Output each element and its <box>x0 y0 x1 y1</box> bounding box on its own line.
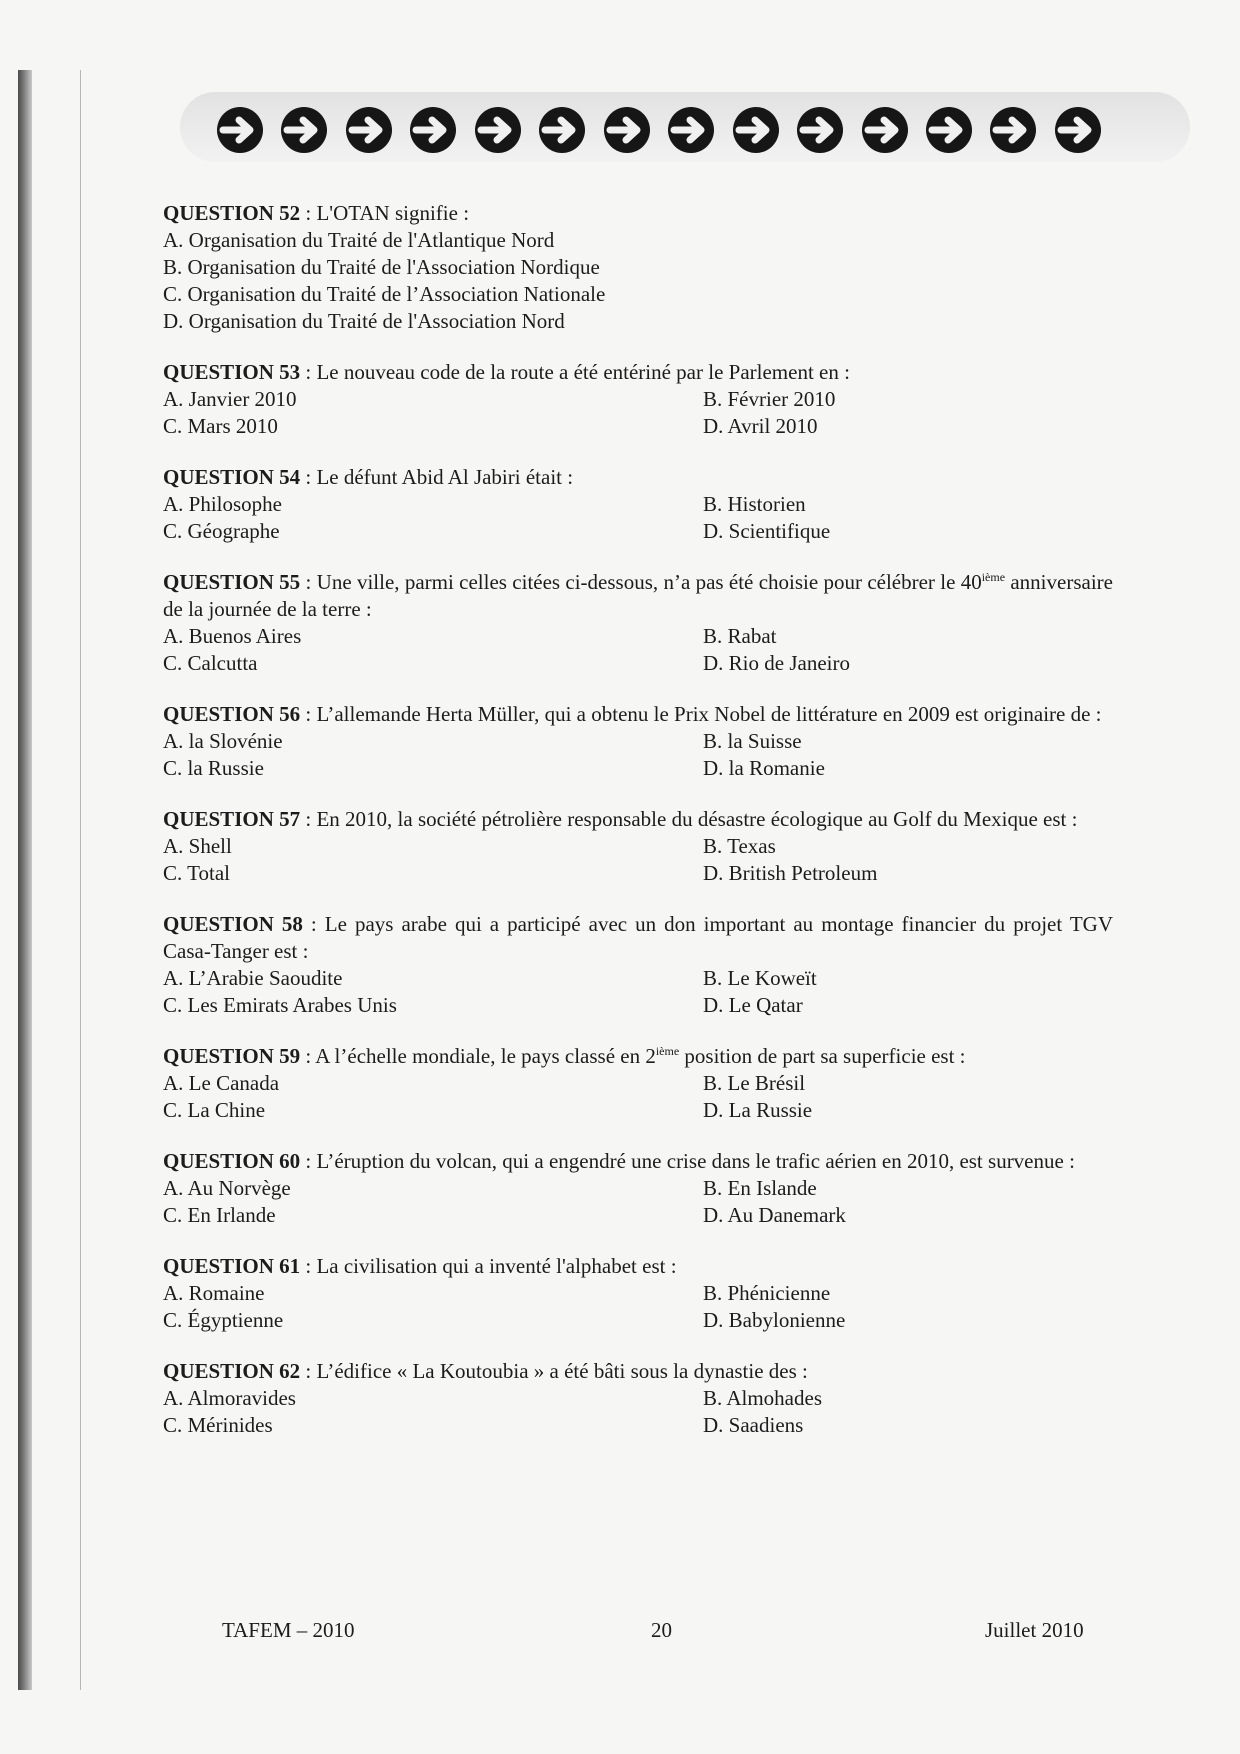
arrow-right-circle-icon <box>923 104 975 156</box>
question-label: QUESTION 62 <box>163 1359 301 1383</box>
question-label: QUESTION 60 <box>163 1149 301 1173</box>
question-61 <box>163 1253 1113 1334</box>
option-b: B. Février 2010 <box>703 387 836 411</box>
option-b: B. Le Brésil <box>703 1071 806 1095</box>
options <box>163 1385 1113 1439</box>
option-d: D. Avril 2010 <box>703 414 818 438</box>
question-stem <box>163 1043 1113 1070</box>
question-stem <box>163 464 1113 491</box>
question-label: QUESTION 52 <box>163 201 301 225</box>
option-a: A. Buenos Aires <box>163 624 302 648</box>
option-b: B. En Islande <box>703 1176 817 1200</box>
question-60 <box>163 1148 1113 1229</box>
option-b: B. Rabat <box>703 624 777 648</box>
option-c: C. Calcutta <box>163 651 258 675</box>
option-b: B. Le Koweït <box>703 966 817 990</box>
question-stem <box>163 359 1113 386</box>
option-a: A. Shell <box>163 834 232 858</box>
question-label: QUESTION 54 <box>163 465 301 489</box>
ordinal-superscript: ième <box>655 1044 680 1058</box>
question-text: : Le nouveau code de la route a été entériné par le Parlement en : <box>300 360 850 384</box>
question-stem <box>163 1148 1113 1175</box>
option-b: B. Historien <box>703 492 806 516</box>
option-d: D. Babylonienne <box>703 1308 846 1332</box>
question-label: QUESTION 61 <box>163 1254 301 1278</box>
arrow-right-circle-icon <box>794 104 846 156</box>
question-text: : Le défunt Abid Al Jabiri était : <box>300 465 574 489</box>
question-stem <box>163 911 1113 965</box>
question-text-end: anniversaire de la journée de la terre : <box>163 570 1113 621</box>
option-a: A. Le Canada <box>163 1071 280 1095</box>
option-b: B. Texas <box>703 834 776 858</box>
header-arrow-row <box>214 100 1104 160</box>
option-d: D. Saadiens <box>703 1413 804 1437</box>
arrow-right-circle-icon <box>472 104 524 156</box>
question-text: : L’allemande Herta Müller, qui a obtenu le Prix Nobel de littérature en 2009 est originaire de : <box>300 702 1102 726</box>
options <box>163 1070 1113 1124</box>
question-62 <box>163 1358 1113 1439</box>
arrow-right-circle-icon <box>859 104 911 156</box>
question-stem <box>163 806 1113 833</box>
arrow-right-circle-icon <box>407 104 459 156</box>
question-label: QUESTION 57 <box>163 807 301 831</box>
option-d: D. la Romanie <box>703 756 825 780</box>
question-text: : L’éruption du volcan, qui a engendré une crise dans le trafic aérien en 2010, est survenue : <box>300 1149 1075 1173</box>
option-a: A. L’Arabie Saoudite <box>163 966 343 990</box>
options <box>163 491 1113 545</box>
options <box>163 386 1113 440</box>
question-58 <box>163 911 1113 1019</box>
question-52 <box>163 200 1113 335</box>
option-c: C. la Russie <box>163 756 264 780</box>
arrow-right-circle-icon <box>343 104 395 156</box>
question-text: : En 2010, la société pétrolière responsable du désastre écologique au Golf du Mexique est : <box>300 807 1078 831</box>
arrow-right-circle-icon <box>214 104 266 156</box>
question-text: : Une ville, parmi celles citées ci-dessous, n’a pas été choisie pour célébrer le 40 <box>300 570 982 594</box>
question-55 <box>163 569 1113 677</box>
option-d: D. Rio de Janeiro <box>703 651 850 675</box>
arrow-right-circle-icon <box>1052 104 1104 156</box>
question-label: QUESTION 53 <box>163 360 301 384</box>
option-c: C. Mars 2010 <box>163 414 278 438</box>
option-c: C. Géographe <box>163 519 280 543</box>
question-text: : L'OTAN signifie : <box>300 201 470 225</box>
footer-date: Juillet 2010 <box>985 1618 1084 1642</box>
question-text: : Le pays arabe qui a participé avec un don important au montage financier du projet TGV Casa-Tanger est : <box>163 912 1113 963</box>
question-stem <box>163 701 1113 728</box>
option-c: C. Mérinides <box>163 1413 273 1437</box>
question-text-end: position de part sa superficie est : <box>679 1044 966 1068</box>
question-label: QUESTION 58 <box>163 912 303 936</box>
question-label: QUESTION 55 <box>163 570 301 594</box>
option-c: C. Total <box>163 861 230 885</box>
option-a: A. la Slovénie <box>163 729 283 753</box>
option-b: B. Phénicienne <box>703 1281 831 1305</box>
options <box>163 227 1113 335</box>
option-c: C. La Chine <box>163 1098 266 1122</box>
question-stem <box>163 1358 1113 1385</box>
option-a: A. Philosophe <box>163 492 283 516</box>
option-a: A. Romaine <box>163 1281 265 1305</box>
question-label: QUESTION 56 <box>163 702 301 726</box>
options <box>163 728 1113 782</box>
option-a: A. Almoravides <box>163 1386 296 1410</box>
option-b: B. la Suisse <box>703 729 802 753</box>
question-text: : L’édifice « La Koutoubia » a été bâti sous la dynastie des : <box>300 1359 808 1383</box>
option-a: A. Janvier 2010 <box>163 387 297 411</box>
option-a: A. Organisation du Traité de l'Atlantique Nord <box>163 228 555 252</box>
question-stem <box>163 1253 1113 1280</box>
arrow-right-circle-icon <box>730 104 782 156</box>
options <box>163 1175 1113 1229</box>
questions-list <box>163 200 1113 1463</box>
option-a: A. Au Norvège <box>163 1176 291 1200</box>
option-d: D. Au Danemark <box>703 1203 846 1227</box>
option-d: D. Scientifique <box>703 519 831 543</box>
binding-edge <box>18 70 32 1690</box>
arrow-right-circle-icon <box>536 104 588 156</box>
question-text: : La civilisation qui a inventé l'alphabet est : <box>300 1254 677 1278</box>
arrow-right-circle-icon <box>601 104 653 156</box>
footer-exam-name: TAFEM – 2010 <box>222 1618 355 1642</box>
option-b: B. Almohades <box>703 1386 822 1410</box>
options <box>163 965 1113 1019</box>
binding-margin-line <box>80 70 81 1690</box>
option-d: D. Le Qatar <box>703 993 803 1017</box>
arrow-right-circle-icon <box>665 104 717 156</box>
options <box>163 833 1113 887</box>
option-d: D. Organisation du Traité de l'Association Nord <box>163 309 565 333</box>
question-text: : A l’échelle mondiale, le pays classé en 2 <box>300 1044 656 1068</box>
ordinal-superscript: ième <box>981 570 1006 584</box>
options <box>163 623 1113 677</box>
options <box>163 1280 1113 1334</box>
question-53 <box>163 359 1113 440</box>
arrow-right-circle-icon <box>987 104 1039 156</box>
question-54 <box>163 464 1113 545</box>
question-56 <box>163 701 1113 782</box>
option-b: B. Organisation du Traité de l'Association Nordique <box>163 255 600 279</box>
question-stem <box>163 200 1113 227</box>
footer-page-number: 20 <box>651 1618 672 1642</box>
option-c: C. Les Emirats Arabes Unis <box>163 993 397 1017</box>
option-d: D. La Russie <box>703 1098 813 1122</box>
option-c: C. Organisation du Traité de l’Association Nationale <box>163 282 606 306</box>
option-c: C. En Irlande <box>163 1203 276 1227</box>
question-59 <box>163 1043 1113 1124</box>
question-stem <box>163 569 1113 623</box>
arrow-right-circle-icon <box>278 104 330 156</box>
question-57 <box>163 806 1113 887</box>
option-d: D. British Petroleum <box>703 861 878 885</box>
option-c: C. Égyptienne <box>163 1308 284 1332</box>
question-label: QUESTION 59 <box>163 1044 301 1068</box>
